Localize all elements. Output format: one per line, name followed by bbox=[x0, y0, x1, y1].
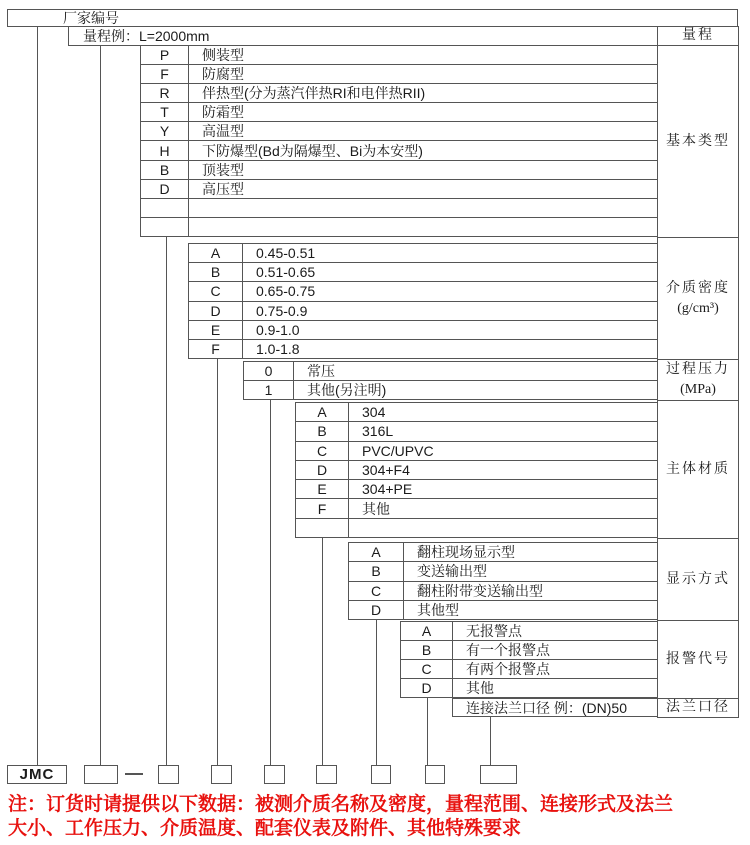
option-table-alarm_code bbox=[400, 621, 658, 698]
option-code bbox=[141, 199, 189, 217]
option-code: F bbox=[189, 340, 243, 358]
table-row bbox=[401, 622, 657, 640]
option-code: T bbox=[141, 103, 189, 121]
option-description: 高压型 bbox=[202, 180, 244, 197]
table-row bbox=[141, 179, 657, 198]
model-code-box-display-mode bbox=[371, 765, 391, 784]
category-label-text: (MPa) bbox=[680, 382, 716, 397]
order-note bbox=[8, 793, 748, 841]
option-code: D bbox=[296, 461, 349, 479]
category-label-body_material bbox=[657, 400, 739, 539]
option-table-basic_type bbox=[140, 45, 658, 237]
option-description: 顶装型 bbox=[202, 161, 244, 178]
option-code: R bbox=[141, 84, 189, 102]
option-code: B bbox=[401, 641, 453, 659]
option-code: 0 bbox=[244, 362, 294, 380]
range-example-label: 量程例：L=2000mm bbox=[83, 28, 210, 44]
option-description: 0.9-1.0 bbox=[256, 321, 300, 338]
option-description: 防霜型 bbox=[202, 104, 244, 121]
option-description: 高温型 bbox=[202, 123, 244, 140]
connector-line bbox=[100, 45, 101, 765]
model-prefix-box bbox=[7, 765, 67, 784]
option-code: F bbox=[296, 499, 349, 517]
option-code: P bbox=[141, 46, 189, 64]
table-row bbox=[244, 380, 657, 399]
dash-separator bbox=[125, 773, 143, 775]
option-description: 翻柱附带变送输出型 bbox=[417, 582, 543, 599]
category-label-text: 过程压力 bbox=[666, 362, 730, 377]
option-description: 翻柱现场显示型 bbox=[417, 544, 515, 561]
category-label-text: 介质密度 bbox=[666, 280, 730, 296]
category-label-range-text: 量程 bbox=[682, 28, 714, 43]
table-row bbox=[141, 46, 657, 64]
option-table-flange_size bbox=[452, 698, 658, 717]
model-code-box-body-material bbox=[316, 765, 337, 784]
option-table-medium_density bbox=[188, 243, 658, 359]
option-code: C bbox=[401, 660, 453, 678]
table-row bbox=[296, 421, 657, 440]
connector-line bbox=[166, 237, 167, 765]
option-description: 下防爆型(Bd为隔爆型、Bi为本安型) bbox=[202, 142, 423, 159]
table-row bbox=[296, 460, 657, 479]
range-example-row bbox=[68, 26, 658, 46]
option-description: 0.45-0.51 bbox=[256, 245, 316, 262]
model-code-box-alarm-code bbox=[425, 765, 445, 784]
option-description: 304+F4 bbox=[362, 461, 410, 478]
option-code: D bbox=[349, 601, 404, 619]
table-row bbox=[141, 140, 657, 159]
table-row bbox=[296, 518, 657, 537]
table-row bbox=[189, 244, 657, 262]
model-code-box-flange-size bbox=[480, 765, 517, 784]
option-description: 316L bbox=[362, 423, 394, 440]
model-prefix-text: JMC bbox=[19, 766, 55, 783]
option-description bbox=[189, 199, 657, 217]
table-row bbox=[141, 198, 657, 217]
connector-line bbox=[217, 359, 218, 765]
table-row bbox=[141, 83, 657, 102]
category-label-text: 基本类型 bbox=[666, 133, 730, 149]
option-description: 侧装型 bbox=[202, 47, 244, 64]
option-code: B bbox=[349, 562, 404, 580]
option-description: 其他 bbox=[362, 500, 390, 517]
option-description: PVC/UPVC bbox=[362, 442, 434, 459]
option-description: 常压 bbox=[307, 363, 335, 379]
option-code: A bbox=[349, 543, 404, 561]
order-note-line2: 大小、工作压力、介质温度、配套仪表及附件、其他特殊要求 bbox=[8, 818, 522, 839]
category-label-text: 显示方式 bbox=[666, 571, 730, 587]
table-row bbox=[349, 543, 657, 561]
option-code: C bbox=[189, 282, 243, 300]
table-row bbox=[141, 102, 657, 121]
option-code: A bbox=[296, 403, 349, 421]
option-description bbox=[189, 218, 657, 236]
option-description: 无报警点 bbox=[466, 623, 522, 639]
option-description: 1.0-1.8 bbox=[256, 340, 300, 357]
category-label-medium_density bbox=[657, 237, 739, 360]
table-row bbox=[189, 262, 657, 281]
option-description: 0.65-0.75 bbox=[256, 283, 316, 300]
option-description: 其他型 bbox=[417, 601, 459, 618]
option-description: 其他 bbox=[466, 680, 494, 696]
option-code: F bbox=[141, 65, 189, 83]
model-code-box-process-pressure bbox=[264, 765, 285, 784]
category-label-text: 报警代号 bbox=[666, 651, 730, 667]
option-description: 304 bbox=[362, 404, 386, 421]
option-description: 其他(另注明) bbox=[307, 382, 387, 398]
option-description: 304+PE bbox=[362, 481, 413, 498]
option-description: 有两个报警点 bbox=[466, 661, 550, 677]
table-row bbox=[141, 64, 657, 83]
table-row bbox=[296, 479, 657, 498]
connector-line bbox=[427, 698, 428, 765]
table-row bbox=[189, 339, 657, 358]
option-description: 变送输出型 bbox=[417, 563, 487, 580]
table-row bbox=[401, 659, 657, 678]
table-row bbox=[401, 678, 657, 697]
category-label-basic_type bbox=[657, 45, 739, 238]
option-table-process_pressure bbox=[243, 361, 658, 400]
table-row bbox=[141, 217, 657, 236]
category-label-text: 法兰口径 bbox=[666, 700, 730, 715]
option-code: B bbox=[189, 263, 243, 281]
table-row bbox=[453, 699, 657, 716]
option-code: Y bbox=[141, 122, 189, 140]
option-code: B bbox=[296, 422, 349, 440]
option-code: D bbox=[189, 302, 243, 320]
table-row bbox=[141, 121, 657, 140]
connector-line bbox=[322, 538, 323, 765]
table-row bbox=[349, 561, 657, 580]
option-code: C bbox=[349, 582, 404, 600]
option-code: A bbox=[189, 244, 243, 262]
option-description: 防腐型 bbox=[202, 66, 244, 83]
connector-line bbox=[270, 400, 271, 765]
connector-line bbox=[376, 620, 377, 765]
category-label-flange_size bbox=[657, 698, 739, 718]
option-description bbox=[349, 519, 657, 537]
table-row bbox=[189, 320, 657, 339]
order-note-line1: 注：订货时请提供以下数据：被测介质名称及密度，量程范围、连接形式及法兰 bbox=[8, 794, 674, 815]
option-code: H bbox=[141, 141, 189, 159]
option-description: 0.75-0.9 bbox=[256, 302, 308, 319]
option-code bbox=[141, 218, 189, 236]
option-table-display_mode bbox=[348, 542, 658, 620]
table-row bbox=[141, 160, 657, 179]
category-label-display_mode bbox=[657, 538, 739, 621]
table-row bbox=[296, 403, 657, 421]
option-description: 有一个报警点 bbox=[466, 642, 550, 658]
table-row bbox=[296, 498, 657, 517]
category-label-text: 主体材质 bbox=[666, 461, 730, 477]
option-code bbox=[296, 519, 349, 537]
table-row bbox=[244, 362, 657, 380]
connector-line bbox=[37, 27, 38, 765]
table-row bbox=[349, 600, 657, 619]
option-description: 连接法兰口径 例：(DN)50 bbox=[466, 699, 628, 716]
option-code: D bbox=[401, 679, 453, 697]
category-label-text: (g/cm³) bbox=[677, 300, 719, 316]
category-label-alarm_code bbox=[657, 620, 739, 699]
option-code: C bbox=[296, 442, 349, 460]
table-row bbox=[401, 640, 657, 659]
option-code: E bbox=[189, 321, 243, 339]
option-code: A bbox=[401, 622, 453, 640]
option-code: D bbox=[141, 180, 189, 198]
model-code-box-range bbox=[84, 765, 118, 784]
model-code-box-basic-type bbox=[158, 765, 179, 784]
option-code: 1 bbox=[244, 381, 294, 399]
option-description: 伴热型(分为蒸汽伴热RI和电伴热RII) bbox=[202, 85, 426, 102]
option-table-body_material bbox=[295, 402, 658, 538]
category-label-process_pressure bbox=[657, 359, 739, 401]
model-code-box-medium-density bbox=[211, 765, 232, 784]
table-row bbox=[296, 441, 657, 460]
table-row bbox=[349, 581, 657, 600]
manufacturer-number-row bbox=[7, 9, 738, 27]
table-row bbox=[189, 281, 657, 300]
option-code: B bbox=[141, 161, 189, 179]
category-label-range bbox=[657, 26, 739, 46]
manufacturer-number-label: 厂家编号 bbox=[63, 10, 119, 26]
connector-line bbox=[490, 717, 491, 765]
table-row bbox=[189, 301, 657, 320]
option-code: E bbox=[296, 480, 349, 498]
option-description: 0.51-0.65 bbox=[256, 264, 316, 281]
